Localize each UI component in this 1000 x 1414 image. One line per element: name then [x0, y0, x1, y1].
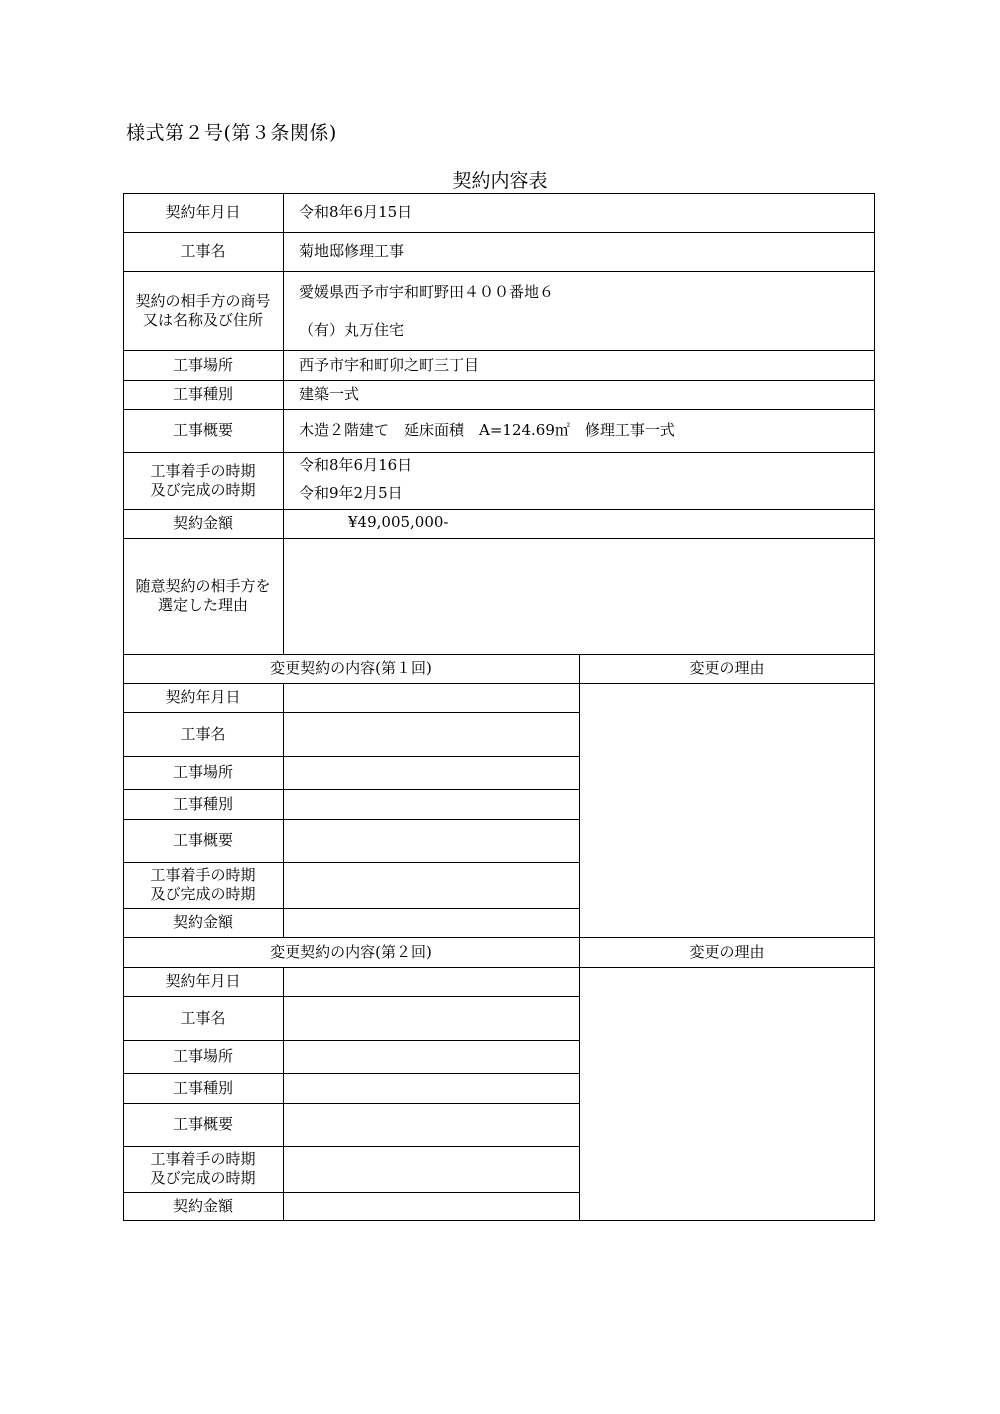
document-title: 契約内容表: [452, 170, 548, 192]
summary-label: 工事概要: [172, 421, 233, 439]
type-value: 建築一式: [299, 385, 360, 403]
change2-header: 変更契約の内容(第２回): [270, 942, 432, 961]
change2-date-label: 契約年月日: [165, 972, 241, 990]
party-label-line1: 契約の相手方の商号: [135, 291, 271, 310]
change2-period-label-line1: 工事着手の時期: [150, 1150, 256, 1168]
party-label-line2: 又は名称及び住所: [142, 310, 263, 329]
contract-date-label: 契約年月日: [165, 203, 241, 221]
change2-period-label-line2: 及び完成の時期: [150, 1169, 256, 1187]
work-name-label: 工事名: [180, 242, 226, 260]
change1-date-label: 契約年月日: [165, 688, 241, 706]
change1-reason-header: 変更の理由: [689, 659, 765, 677]
change2-reason-header: 変更の理由: [689, 942, 765, 961]
change2-period-label: [123, 1146, 283, 1192]
change1-period-label-line2: 及び完成の時期: [150, 885, 256, 903]
change2-work-name-label: 工事名: [180, 1008, 226, 1027]
change2-site-label: 工事場所: [172, 1047, 233, 1065]
reason-label-line2: 選定した理由: [157, 596, 248, 614]
change1-period-label: [123, 862, 283, 908]
period-end: 令和9年2月5日: [299, 484, 403, 502]
change1-summary-label: 工事概要: [172, 831, 233, 849]
reason-label: [123, 538, 283, 654]
change1-type-label: 工事種別: [172, 794, 233, 813]
form-number: 様式第２号(第３条関係): [126, 122, 337, 144]
period-label: [123, 452, 283, 509]
summary-value: 木造２階建て 延床面積 A=124.69㎡ 修理工事一式: [299, 421, 675, 439]
period-label-line1: 工事着手の時期: [150, 461, 256, 480]
change1-amount-label: 契約金額: [172, 913, 233, 931]
party-name: （有）丸万住宅: [299, 321, 405, 339]
amount-label: 契約金額: [172, 514, 233, 532]
work-name-value: 菊地邸修理工事: [299, 242, 405, 260]
reason-label-line1: 随意契約の相手方を: [135, 577, 271, 595]
change2-type-label: 工事種別: [172, 1078, 233, 1097]
amount-value: ¥49,005,000-: [348, 513, 449, 531]
contract-date-value: 令和8年6月15日: [299, 203, 413, 221]
change2-amount-label: 契約金額: [172, 1197, 233, 1215]
change1-work-name-label: 工事名: [180, 724, 226, 743]
change1-header: 変更契約の内容(第１回): [270, 659, 432, 677]
type-label: 工事種別: [172, 385, 233, 403]
site-label: 工事場所: [172, 355, 233, 374]
party-address: 愛媛県西予市宇和町野田４００番地６: [299, 283, 555, 301]
change1-period-label-line1: 工事着手の時期: [150, 866, 256, 884]
reason-value: [283, 538, 875, 654]
change2-summary-label: 工事概要: [172, 1115, 233, 1133]
change1-site-label: 工事場所: [172, 763, 233, 781]
party-label: [123, 271, 283, 350]
period-label-line2: 及び完成の時期: [150, 480, 256, 499]
period-start: 令和8年6月16日: [299, 456, 413, 474]
site-value: 西予市宇和町卯之町三丁目: [299, 355, 480, 374]
